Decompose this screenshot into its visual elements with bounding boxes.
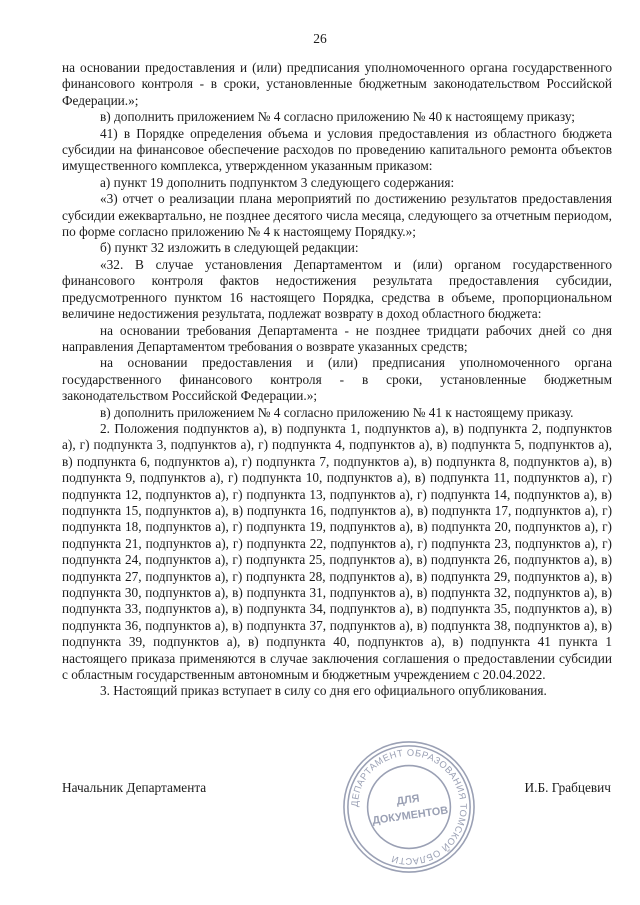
paragraph: 2. Положения подпунктов а), в) подпункта 1, подпунктов а), в) подпункта 2, подпунктов а), г) подпункта 3, подпунктов а), г) подпункта 4, подпунктов а), в) подпункта 5, подпунктов а), в) подпункта 6, подпунктов а), г) подпункта 7, подпунктов а), в) подпункта 8, подпунктов а), в) подпункта 9, подпунктов а), г) подпункта 10, подпунктов а), в) подпункта 11, подпунктов а), г) подпункта 12, подпунктов а), г) подпункта 13, подпунктов а), г) подпункта 14, подпунктов а), в) подпункта 15, подпунктов а), в) подпункта 16, подпунктов а), в) подпункта 17, подпунктов а), г) подпункта 18, подпунктов а), г) подпункта 19, подпунктов а), в) подпункта 20, подпунктов а), г) подпункта 21, подпунктов а), г) подпункта 22, подпунктов а), г) подпункта 23, подпунктов а), г) подпункта 24, подпунктов а), г) подпункта 25, подпунктов а), в) подпункта 26, подпунктов а), в) подпункта 27, подпунктов а), г) подпункта 28, подпунктов а), в) подпункта 29, подпунктов а), в) подпункта 30, подпунктов а), в) подпункта 31, подпунктов а), в) подпункта 32, подпунктов а), в) подпункта 33, подпунктов а), в) подпункта 34, подпунктов а), в) подпункта 35, подпунктов а), в) подпункта 36, подпунктов а), в) подпункта 37, подпунктов а), в) подпункта 38, подпунктов а), в) подпункта 39, подпунктов а), в) подпункта 40, подпунктов а), в) подпункта 41 пункта 1 настоящего приказа применяются в случае заключения соглашения о предоставлении субсидии с областным государственным автономным и бюджетным учреждением с 20.04.2022. (62, 420, 612, 683)
signer-title: Начальник Департамента (62, 780, 207, 795)
stamp-seal-icon (340, 738, 478, 876)
page-number: 26 (313, 31, 327, 46)
paragraph: в) дополнить приложением № 4 согласно приложению № 41 к настоящему приказу. (100, 404, 574, 420)
stamp-center-line-1: ДЛЯ (395, 792, 421, 808)
stamp-ring-text: ДЕПАРТАМЕНТ ОБРАЗОВАНИЯ ТОМСКОЙ ОБЛАСТИ (349, 747, 469, 867)
official-stamp (340, 738, 478, 876)
paragraph: а) пункт 19 дополнить подпунктом 3 следующего содержания: (100, 174, 455, 190)
paragraph: в) дополнить приложением № 4 согласно приложению № 40 к настоящему приказу; (100, 109, 575, 125)
paragraph: 41) в Порядке определения объема и условия предоставления из областного бюджета субсидии на финансовое обеспечение расходов по проведению капитального ремонта объектов имущественного комплекса, утвержденном указанным приказом: (62, 125, 612, 174)
signer-name: И.Б. Грабцевич (524, 780, 611, 795)
paragraph: «32. В случае установления Департаментом и (или) органом государственного финансового контроля фактов недостижения результата предоставления субсидии, предусмотренного пунктом 16 настоящего Порядка, средства в объеме, пропорциональном величине недостижения результата, подлежат возврату в доход областного бюджета: (62, 256, 612, 322)
paragraph: на основании предоставления и (или) предписания уполномоченного органа государственного финансового контроля - в сроки, установленные бюджетным законодательством Российской Федерации.»; (62, 60, 612, 108)
stamp-center-line-2: ДОКУМЕНТОВ (371, 804, 449, 828)
paragraph: «3) отчет о реализации плана мероприятий по достижению результатов предоставления субсидии ежеквартально, не позднее десятого числа месяца, следующего за отчетным периодом, по форме согласно приложению № 4 к настоящему Порядку.»; (62, 191, 612, 240)
paragraph: 3. Настоящий приказ вступает в силу со дня его официального опубликования. (100, 683, 547, 699)
document-body (62, 60, 612, 700)
paragraph: на основании предоставления и (или) предписания уполномоченного органа государственного финансового контроля - в сроки, установленные бюджетным законодательством Российской Федерации.»; (62, 355, 612, 404)
paragraph: б) пункт 32 изложить в следующей редакции: (100, 240, 359, 256)
paragraph: на основании требования Департамента - не позднее тридцати рабочих дней со дня направления Департаментом требования о возврате указанных средств; (62, 322, 612, 354)
